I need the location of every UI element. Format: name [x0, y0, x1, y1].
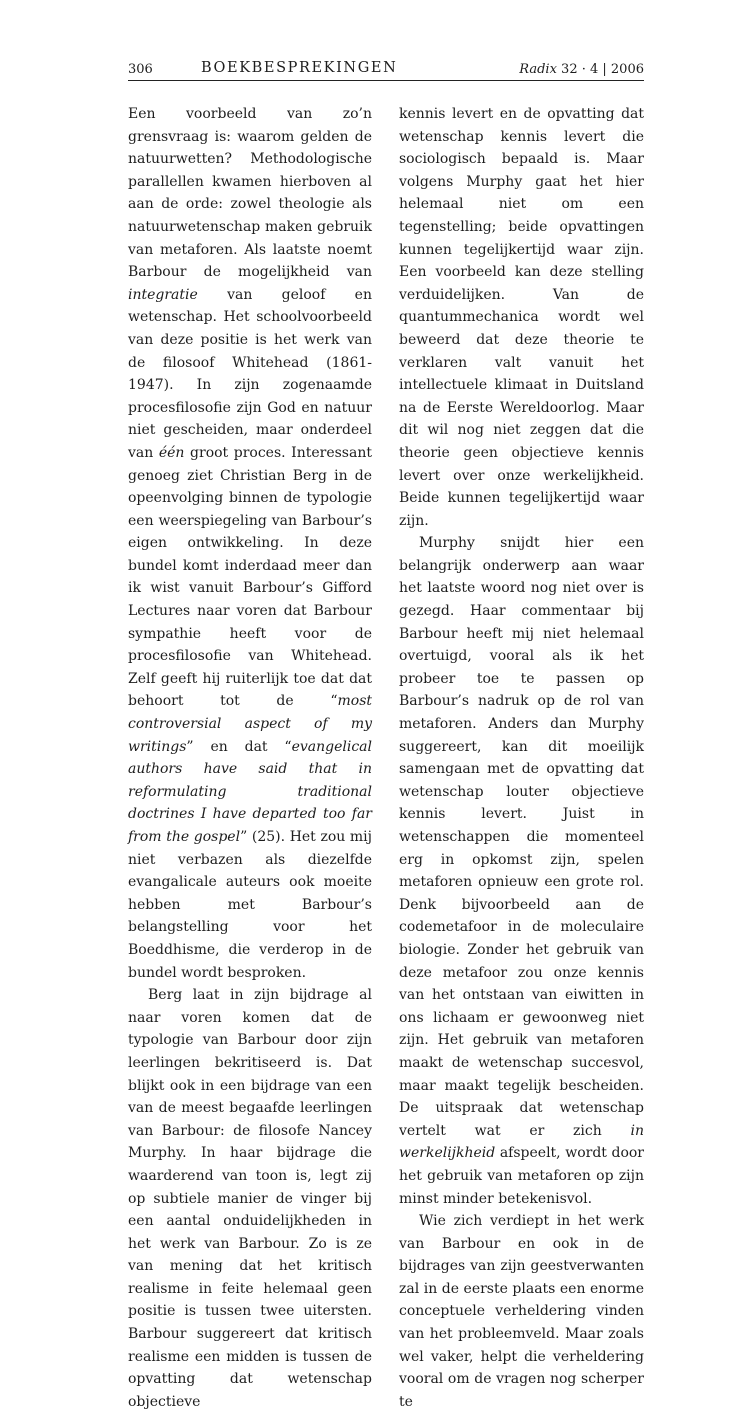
section-title: BOEKBESPREKINGEN	[201, 60, 398, 76]
page-number: 306	[128, 62, 153, 77]
journal-issue: 32 · 4 | 2006	[556, 62, 644, 77]
italic-quote: most controversial aspect of my writings	[128, 693, 372, 755]
text-run: groot proces. Interessant genoeg ziet Christian Berg in de opeenvolging binnen de typologie een weerspiegeling van Barbour’s eigen ontwikkeling. In deze bundel komt inderdaad meer dan ik wist vanuit Barbour’s Gifford Lectures naar voren dat Barbour sympathie heeft voor de procesfilosofie van Whitehead. Zelf geeft hij ruiterlijk toe dat dat behoort tot de “	[128, 444, 372, 710]
italic-text: in werkelijkheid	[399, 1122, 644, 1162]
paragraph	[399, 532, 644, 1210]
paragraph: kennis levert en de opvatting dat wetenschap kennis levert die sociologisch bepaald is. Maar volgens Murphy gaat het hier helemaal niet om een tegenstelling; beide opvattingen kunnen tegelijkertijd waar zijn. Een voorbeeld kan deze stelling verduidelijken. Van de quantummechanica wordt wel beweerd dat deze theorie te verklaren valt vanuit het intellectuele klimaat in Duitsland na de Eerste Wereldoorlog. Maar dit wil nog niet zeggen dat die theorie geen objectieve kennis levert over onze werkelijkheid. Beide kunnen tegelijkertijd waar zijn.	[399, 106, 644, 529]
journal-info	[519, 62, 644, 77]
text-run: ” en dat “	[186, 738, 292, 755]
paragraph: Berg laat in zijn bijdrage al naar voren komen dat de typologie van Barbour door zijn leerlingen bekritiseerd is. Dat blijkt ook in een bijdrage van een van de meest begaafde leerlingen van Barbour: de filosofe Nancey Murphy. In haar bijdrage die waarderend van toon is, legt zij op subtiele manier de vinger bij een aantal onduidelijkheden in het werk van Barbour. Zo is ze van mening dat het kritisch realisme in feite helemaal geen positie is tussen twee uitersten. Barbour suggereert dat kritisch realisme een midden is tussen de opvatting dat wetenschap objectieve	[128, 987, 372, 1410]
paragraph: Wie zich verdiept in het werk van Barbour en ook in de bijdrages van zijn geestverwanten zal in de eerste plaats een enorme conceptuele verheldering vinden van het probleemveld. Maar zoals wel vaker, helpt die verheldering vooral om de vragen nog scherper te	[399, 1213, 644, 1410]
text-run: van geloof en wetenschap. Het schoolvoorbeeld van deze positie is het werk van de filosoof Whitehead (1861-1947). In zijn zogenaamde procesfilosofie zijn God en natuur niet gescheiden, maar onderdeel van	[128, 286, 372, 461]
italic-quote: evangelical authors have said that in reformulating traditional doctrines I have departed too far from the gospel	[128, 738, 372, 845]
italic-text: één	[158, 444, 185, 461]
journal-name: Radix	[519, 62, 557, 77]
text-run: Murphy snijdt hier een belangrijk onderwerp aan waar het laatste woord nog niet over is gezegd. Haar commentaar bij Barbour heeft mij niet helemaal overtuigd, vooral als ik het probeer toe te passen op Barbour’s nadruk op de rol van metaforen. Anders dan Murphy suggereert, kan dit moeilijk samengaan met de opvatting dat wetenschap louter objectieve kennis levert. Juist in wetenschappen die momenteel erg in opkomst zijn, spelen metaforen opnieuw een grote rol. Denk bijvoorbeeld aan de codemetafoor in de moleculaire biologie. Zonder het gebruik van deze metafoor zou onze kennis van het ontstaan van eiwitten in ons lichaam er gewoonweg niet zijn. Het gebruik van metaforen maakt de wetenschap succesvol, maar maakt tegelijk bescheiden. De uitspraak dat wetenschap vertelt wat er zich	[399, 535, 644, 1139]
right-column	[399, 103, 644, 1413]
text-run: ” (25). Het zou mij niet verbazen als diezelfde evangalicale auteurs ook moeite hebben met Barbour’s belangstelling voor het Boeddhisme, die verderop in de bundel wordt besproken.	[128, 829, 372, 981]
text-run: Een voorbeeld van zo’n grensvraag is: waarom gelden de natuurwetten? Methodologische parallellen kwamen hierboven al aan de orde: zowel theologie als natuurwetenschap maken gebruik van metaforen. Als laatste noemt Barbour de mogelijkheid van	[128, 106, 372, 281]
italic-text: integratie	[128, 286, 198, 303]
running-header	[128, 60, 644, 81]
text-run: afspeelt, wordt door het gebruik van metaforen op zijn minst minder betekenisvol.	[399, 1145, 644, 1207]
paragraph	[128, 103, 372, 984]
left-column	[128, 103, 372, 1413]
